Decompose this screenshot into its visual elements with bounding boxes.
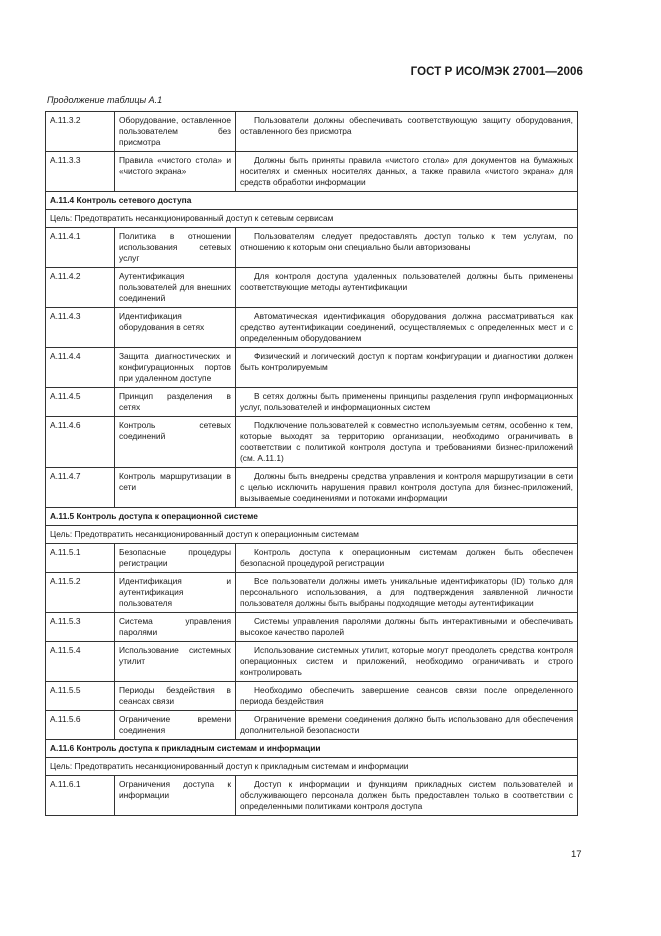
control-name: Идентификация оборудования в сетях bbox=[115, 308, 236, 348]
section-objective: Цель: Предотвратить несанкционированный доступ к операционным системам bbox=[46, 526, 578, 544]
control-description: Контроль доступа к операционным системам должен быть обеспечен безопасной процедурой регистрации bbox=[236, 544, 578, 573]
control-name: Периоды бездействия в сеансах связи bbox=[115, 682, 236, 711]
table-row bbox=[46, 228, 578, 268]
table-caption: Продолжение таблицы А.1 bbox=[47, 95, 163, 105]
control-name: Контроль маршрутизации в сети bbox=[115, 468, 236, 508]
section-row bbox=[46, 740, 578, 758]
control-code: А.11.5.1 bbox=[46, 544, 115, 573]
section-objective: Цель: Предотвратить несанкционированный доступ к сетевым сервисам bbox=[46, 210, 578, 228]
section-row bbox=[46, 508, 578, 526]
control-description: Подключение пользователей к совместно используемым сетям, особенно к тем, которые выходят за территорию организации, необходимо ограничивать в соответствии с политикой контроля доступа и требованиями бизнес-приложений (см. А.11.1) bbox=[236, 417, 578, 468]
control-code: А.11.5.3 bbox=[46, 613, 115, 642]
control-description: Должны быть приняты правила «чистого стола» для документов на бумажных носителях и сменных носителях данных, а также правила «чистого экрана» для средств обработки информации bbox=[236, 152, 578, 192]
control-code: А.11.4.4 bbox=[46, 348, 115, 388]
control-name: Безопасные процедуры регистрации bbox=[115, 544, 236, 573]
control-name: Политика в отношении использования сетевых услуг bbox=[115, 228, 236, 268]
table-row bbox=[46, 268, 578, 308]
control-name: Идентификация и аутентификация пользователя bbox=[115, 573, 236, 613]
table-row bbox=[46, 468, 578, 508]
control-name: Оборудование, оставленное пользователем без присмотра bbox=[115, 112, 236, 152]
section-row bbox=[46, 192, 578, 210]
control-name: Принцип разделения в сетях bbox=[115, 388, 236, 417]
control-name: Ограничение времени соединения bbox=[115, 711, 236, 740]
table-row bbox=[46, 348, 578, 388]
control-description: Пользователям следует предоставлять доступ только к тем услугам, по отношению к которым они специально были авторизованы bbox=[236, 228, 578, 268]
control-description: Ограничение времени соединения должно быть использовано для обеспечения дополнительной безопасности bbox=[236, 711, 578, 740]
table-row bbox=[46, 417, 578, 468]
control-name: Аутентификация пользователей для внешних соединений bbox=[115, 268, 236, 308]
control-description: Автоматическая идентификация оборудования должна рассматриваться как средство аутентификации соединений, осуществляемых с определенных мест и с определенным оборудованием bbox=[236, 308, 578, 348]
control-code: А.11.5.6 bbox=[46, 711, 115, 740]
control-name: Контроль сетевых соединений bbox=[115, 417, 236, 468]
control-code: А.11.3.2 bbox=[46, 112, 115, 152]
table-row bbox=[46, 776, 578, 816]
control-description: Доступ к информации и функциям прикладных систем пользователей и обслуживающего персонала должен быть предоставлен только в соответствии с определенными политиками контроля доступа bbox=[236, 776, 578, 816]
control-code: А.11.4.2 bbox=[46, 268, 115, 308]
control-name: Система управления паролями bbox=[115, 613, 236, 642]
table-row bbox=[46, 308, 578, 348]
table-row bbox=[46, 613, 578, 642]
section-title: А.11.6 Контроль доступа к прикладным системам и информации bbox=[46, 740, 578, 758]
objective-row bbox=[46, 758, 578, 776]
control-name: Правила «чистого стола» и «чистого экрана» bbox=[115, 152, 236, 192]
control-name: Защита диагностических и конфигурационных портов при удаленном доступе bbox=[115, 348, 236, 388]
controls-table bbox=[45, 111, 578, 816]
table-row bbox=[46, 112, 578, 152]
control-code: А.11.5.4 bbox=[46, 642, 115, 682]
control-code: А.11.4.7 bbox=[46, 468, 115, 508]
control-description: Необходимо обеспечить завершение сеансов связи после определенного периода бездействия bbox=[236, 682, 578, 711]
page-number: 17 bbox=[571, 849, 582, 860]
section-title: А.11.5 Контроль доступа к операционной системе bbox=[46, 508, 578, 526]
control-code: А.11.3.3 bbox=[46, 152, 115, 192]
control-name: Использование системных утилит bbox=[115, 642, 236, 682]
control-description: Пользователи должны обеспечивать соответствующую защиту оборудования, оставленного без присмотра bbox=[236, 112, 578, 152]
control-description: Для контроля доступа удаленных пользователей должны быть применены соответствующие методы аутентификации bbox=[236, 268, 578, 308]
table-row bbox=[46, 388, 578, 417]
control-description: Использование системных утилит, которые могут преодолеть средства контроля операционных систем и приложений, необходимо ограничивать и строго контролировать bbox=[236, 642, 578, 682]
table-row bbox=[46, 152, 578, 192]
objective-row bbox=[46, 526, 578, 544]
control-description: Должны быть внедрены средства управления и контроля маршрутизации в сети с целью исключить нарушения правил контроля доступа для бизнес-приложений, вызываемые соединениями и потоками информации bbox=[236, 468, 578, 508]
control-description: Системы управления паролями должны быть интерактивными и обеспечивать высокое качество паролей bbox=[236, 613, 578, 642]
table-row bbox=[46, 544, 578, 573]
table-row bbox=[46, 682, 578, 711]
control-code: А.11.4.1 bbox=[46, 228, 115, 268]
table-row bbox=[46, 711, 578, 740]
table-row bbox=[46, 573, 578, 613]
document-header: ГОСТ Р ИСО/МЭК 27001—2006 bbox=[410, 66, 583, 78]
control-description: В сетях должны быть применены принципы разделения групп информационных услуг, пользователей и информационных систем bbox=[236, 388, 578, 417]
control-code: А.11.6.1 bbox=[46, 776, 115, 816]
control-code: А.11.4.5 bbox=[46, 388, 115, 417]
control-code: А.11.5.5 bbox=[46, 682, 115, 711]
control-code: А.11.5.2 bbox=[46, 573, 115, 613]
table-body bbox=[46, 112, 578, 816]
section-objective: Цель: Предотвратить несанкционированный доступ к прикладным системам и информации bbox=[46, 758, 578, 776]
control-name: Ограничения доступа к информации bbox=[115, 776, 236, 816]
table-row bbox=[46, 642, 578, 682]
control-code: А.11.4.3 bbox=[46, 308, 115, 348]
control-description: Физический и логический доступ к портам конфигурации и диагностики должен быть контролируемым bbox=[236, 348, 578, 388]
control-code: А.11.4.6 bbox=[46, 417, 115, 468]
objective-row bbox=[46, 210, 578, 228]
section-title: А.11.4 Контроль сетевого доступа bbox=[46, 192, 578, 210]
control-description: Все пользователи должны иметь уникальные идентификаторы (ID) только для персонального использования, а для подтверждения заявленной личности пользователя должны быть выбраны подходящие методы аутентификации bbox=[236, 573, 578, 613]
